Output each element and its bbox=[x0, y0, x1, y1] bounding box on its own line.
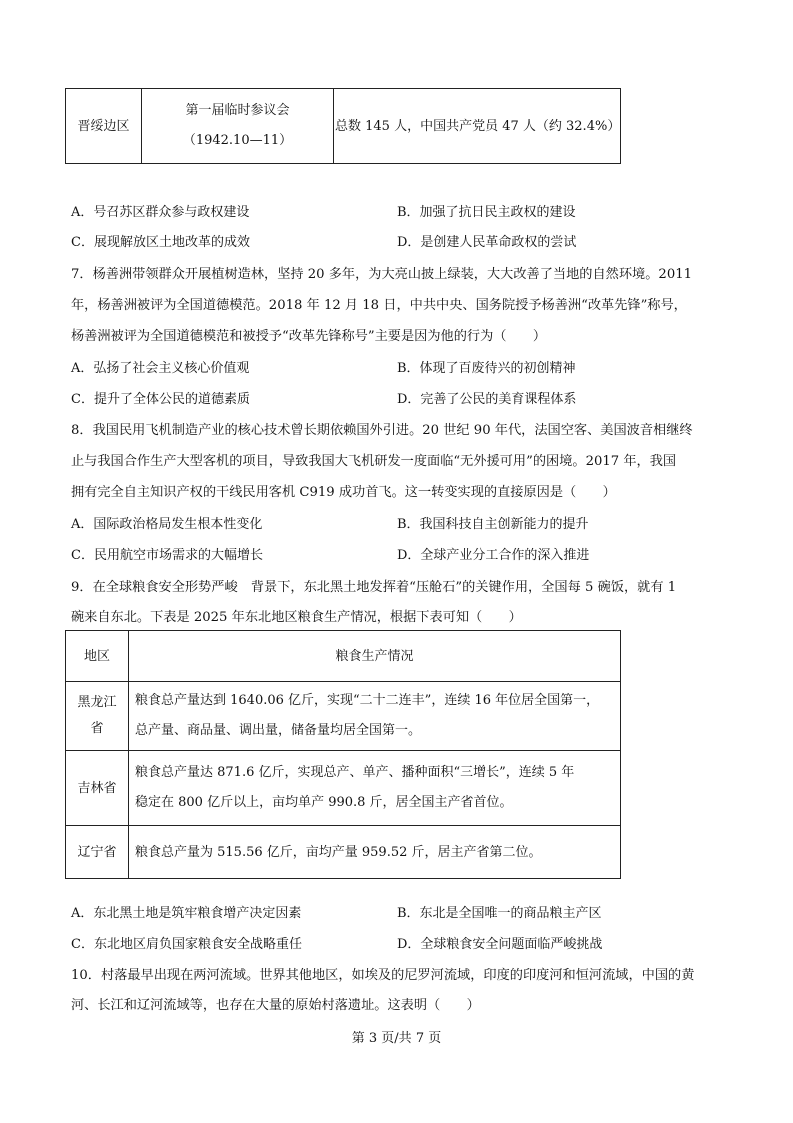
region-cell bbox=[66, 751, 129, 826]
grain-line: 粮食总产量达到 1640.06 亿斤，实现“二十二连丰”，连续 16 年位居全国第一， bbox=[135, 693, 600, 708]
region-cell bbox=[66, 682, 129, 751]
q9-stem-line-2: 碗来自东北。下表是 2025 年东北地区粮食生产情况，根据下表可知（ ） bbox=[71, 610, 522, 625]
q9-option-a[interactable]: A．东北黑土地是筑牢粮食增产决定因素 bbox=[71, 906, 302, 921]
q6-option-d[interactable]: D．是创建人民革命政权的尝试 bbox=[397, 235, 577, 250]
grain-line: 稳定在 800 亿斤以上，亩均单产 990.8 斤，居全国主产省首位。 bbox=[135, 795, 513, 810]
q10-stem-line-1: 10．村落最早出现在两河流域。世界其他地区，如埃及的尼罗河流域，印度的印度河和恒河流域，中国的黄 bbox=[71, 968, 695, 983]
q7-option-b[interactable]: B．体现了百废待兴的初创精神 bbox=[397, 361, 576, 376]
table-row bbox=[66, 89, 621, 164]
q10-stem-line-2: 河、长江和辽河流域等，也存在大量的原始村落遗址。这表明（ ） bbox=[71, 998, 480, 1013]
table-row bbox=[66, 751, 621, 826]
q7-stem-line-2: 年，杨善洲被评为全国道德模范。2018 年 12 月 18 日，中共中央、国务院授予杨善洲“改革先锋”称号， bbox=[71, 298, 687, 313]
header-grain: 粮食生产情况 bbox=[129, 631, 621, 682]
q9-option-c[interactable]: C．东北地区肩负国家粮食安全战略重任 bbox=[71, 937, 302, 952]
q8-stem-line-3: 拥有完全自主知识产权的干线民用客机 C919 成功首飞。这一转变实现的直接原因是（ ） bbox=[71, 485, 616, 500]
region-line: 省 bbox=[90, 721, 104, 736]
grain-table bbox=[65, 630, 621, 879]
q7-option-c[interactable]: C．提升了全体公民的道德素质 bbox=[71, 392, 250, 407]
q9-stem-line-1: 9．在全球粮食安全形势严峻 背景下，东北黑土地发挥着“压舱石”的关键作用，全国每 5 碗饭，就有 1 bbox=[71, 580, 677, 595]
q6-option-b[interactable]: B．加强了抗日民主政权的建设 bbox=[397, 205, 576, 220]
q7-stem-line-1: 7．杨善洲带领群众开展植树造林，坚持 20 多年，为大亮山披上绿装，大大改善了当地的自然环境。2011 bbox=[71, 267, 692, 282]
q7-option-a[interactable]: A．弘扬了社会主义核心价值观 bbox=[71, 361, 250, 376]
header-region: 地区 bbox=[66, 631, 129, 682]
council-date: （1942.10—11） bbox=[182, 133, 293, 148]
grain-cell bbox=[129, 826, 621, 879]
grain-cell bbox=[129, 751, 621, 826]
q9-option-d[interactable]: D．全球粮食安全问题面临严峻挑战 bbox=[397, 937, 603, 952]
q8-option-c[interactable]: C．民用航空市场需求的大幅增长 bbox=[71, 548, 263, 563]
table-row bbox=[66, 826, 621, 879]
q8-option-a[interactable]: A．国际政治格局发生根本性变化 bbox=[71, 517, 263, 532]
members-cell: 总数 145 人，中国共产党员 47 人（约 32.4%） bbox=[334, 89, 621, 164]
region-line: 黑龙江 bbox=[77, 695, 117, 710]
q9-option-b[interactable]: B．东北是全国唯一的商品粮主产区 bbox=[397, 906, 602, 921]
q6-option-c[interactable]: C．展现解放区土地改革的成效 bbox=[71, 235, 250, 250]
region-cell: 晋绥边区 bbox=[66, 89, 142, 164]
grain-line: 总产量、商品量、调出量，储备量均居全国第一。 bbox=[135, 723, 422, 738]
q8-option-b[interactable]: B．我国科技自主创新能力的提升 bbox=[397, 517, 589, 532]
q8-option-d[interactable]: D．全球产业分工合作的深入推进 bbox=[397, 548, 590, 563]
q7-option-d[interactable]: D．完善了公民的美育课程体系 bbox=[397, 392, 577, 407]
council-name: 第一届临时参议会 bbox=[185, 103, 290, 118]
council-table bbox=[65, 88, 621, 164]
region-cell bbox=[66, 826, 129, 879]
q8-stem-line-2: 止与我国合作生产大型客机的项目，导致我国大飞机研发一度面临“无外援可用”的困境。2017 年，我国 bbox=[71, 454, 677, 469]
council-cell bbox=[142, 89, 334, 164]
q6-option-a[interactable]: A．号召苏区群众参与政权建设 bbox=[71, 205, 250, 220]
table-header-row bbox=[66, 631, 621, 682]
grain-line: 粮食总产量为 515.56 亿斤，亩均产量 959.52 斤，居主产省第二位。 bbox=[135, 844, 542, 860]
q7-stem-line-3: 杨善洲被评为全国道德模范和被授予“改革先锋称号”主要是因为他的行为（ ） bbox=[71, 329, 547, 344]
region-line: 吉林省 bbox=[77, 780, 117, 796]
page-footer: 第 3 页/共 7 页 bbox=[351, 1031, 442, 1046]
region-line: 辽宁省 bbox=[77, 844, 117, 860]
q8-stem-line-1: 8．我国民用飞机制造产业的核心技术曾长期依赖国外引进。20 世纪 90 年代，法国空客、美国波音相继终 bbox=[71, 423, 693, 438]
grain-cell bbox=[129, 682, 621, 751]
table-row bbox=[66, 682, 621, 751]
grain-line: 粮食总产量达 871.6 亿斤，实现总产、单产、播种面积“三增长”，连续 5 年 bbox=[135, 765, 575, 780]
